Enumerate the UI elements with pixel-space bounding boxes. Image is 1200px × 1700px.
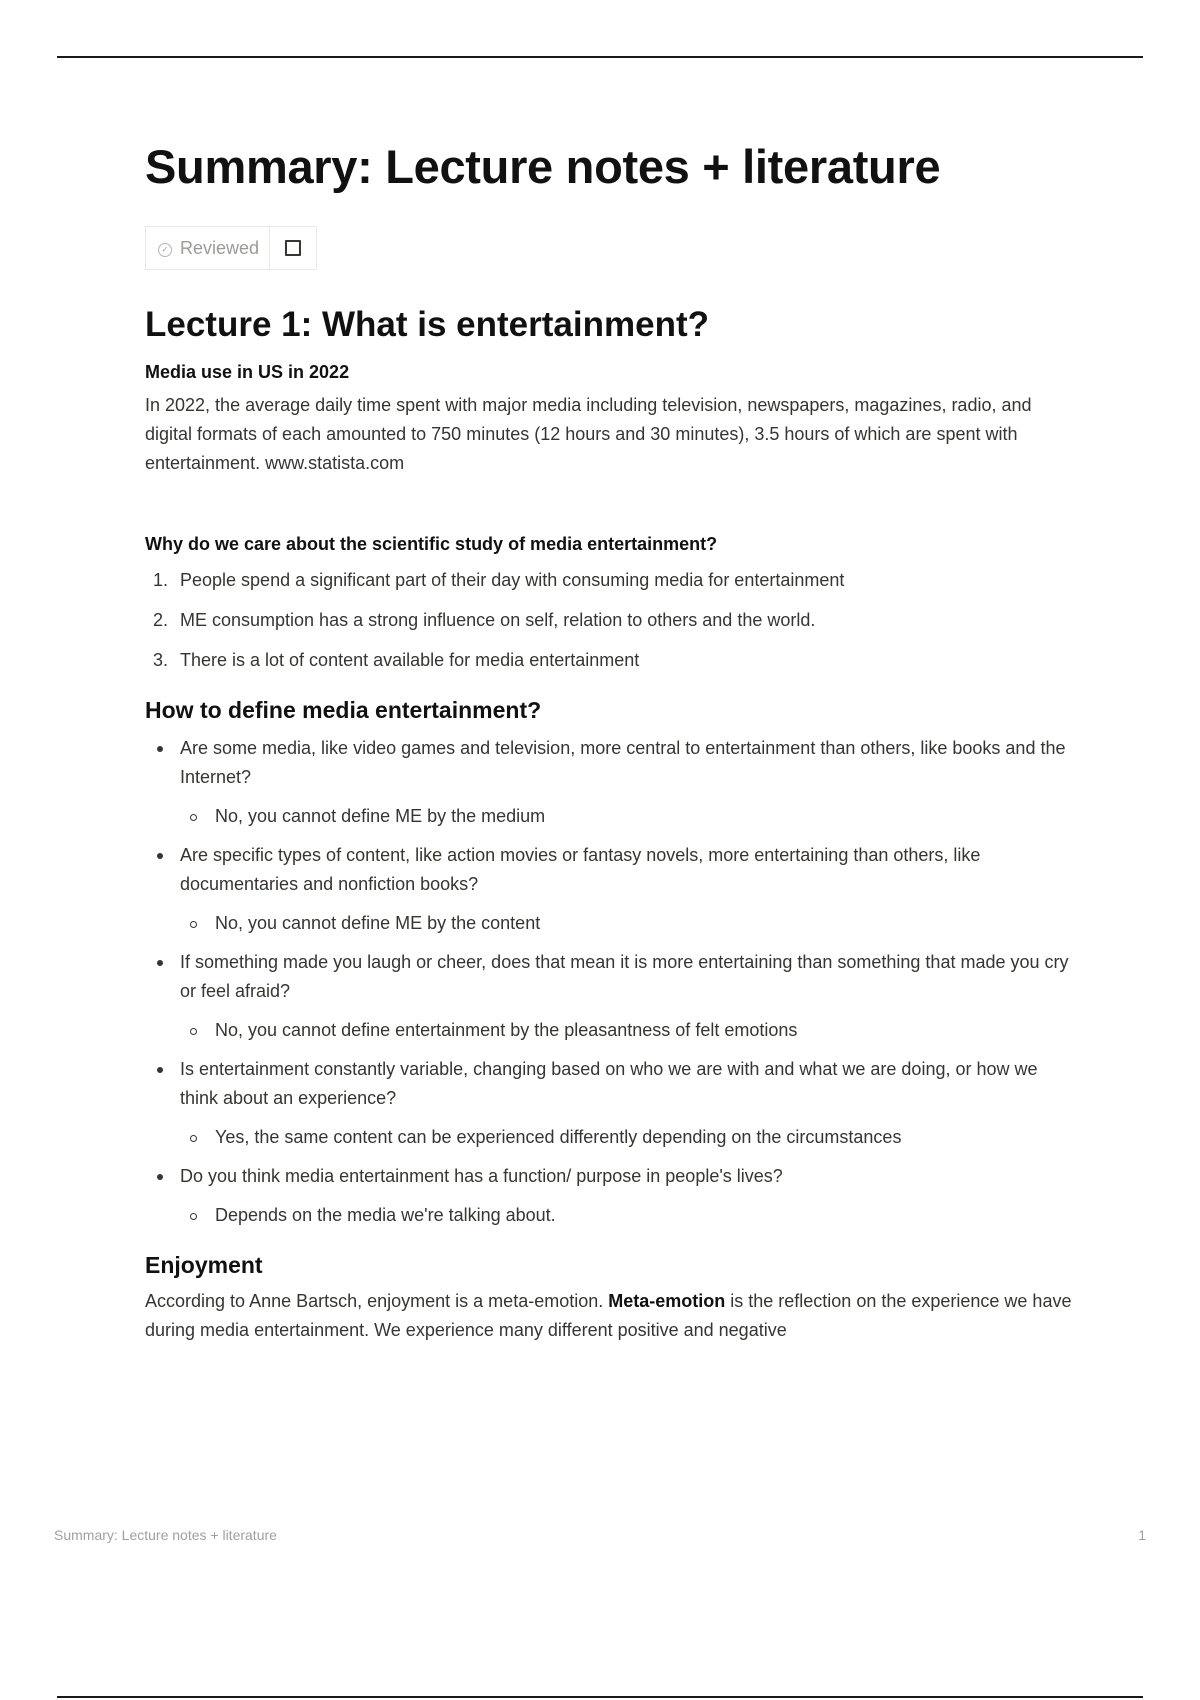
list-number: 2. bbox=[153, 610, 169, 631]
list-item-text: People spend a significant part of their day with consuming media for entertainment bbox=[180, 570, 845, 591]
why-care-heading: Why do we care about the scientific study of media entertainment? bbox=[145, 534, 718, 555]
sub-bullet-icon bbox=[180, 1201, 215, 1230]
top-rule bbox=[57, 56, 1143, 58]
list-item bbox=[145, 1055, 1080, 1152]
page-footer bbox=[54, 1527, 1146, 1543]
bullet-icon bbox=[145, 1162, 180, 1191]
property-value[interactable] bbox=[270, 227, 316, 269]
question-text: Are specific types of content, like action movies or fantasy novels, more entertaining than others, like documentaries and nonfiction books? bbox=[180, 845, 981, 895]
answer-text: No, you cannot define ME by the content bbox=[215, 913, 541, 934]
media-use-paragraph: In 2022, the average daily time spent with major media including television, newspapers, magazines, radio, and digital formats of each amounted to 750 minutes (12 hours and 30 minutes), 3.5 hours of which are spent with entertainment. www.statista.com bbox=[145, 395, 1032, 474]
footer-title: Summary: Lecture notes + literature bbox=[54, 1527, 277, 1543]
empty-block bbox=[145, 478, 1080, 512]
enjoyment-text-end: is the reflection on the experience we have during media entertainment. We experience many different positive and negative bbox=[145, 1291, 1072, 1341]
property-name bbox=[146, 227, 270, 269]
why-care-list bbox=[145, 566, 1080, 675]
list-number: 1. bbox=[153, 570, 169, 591]
list-item-text: ME consumption has a strong influence on self, relation to others and the world. bbox=[180, 610, 816, 631]
list-item bbox=[145, 841, 1080, 938]
property-row-reviewed bbox=[145, 226, 317, 270]
enjoyment-text-start: According to Anne Bartsch, enjoyment is a meta-emotion. bbox=[145, 1291, 609, 1312]
list-item bbox=[153, 646, 1080, 675]
list-item bbox=[153, 606, 1080, 635]
bullet-icon bbox=[145, 734, 180, 792]
enjoyment-paragraph bbox=[145, 1287, 1080, 1345]
bullet-icon bbox=[145, 1055, 180, 1113]
page-number: 1 bbox=[1138, 1527, 1146, 1543]
bullet-icon bbox=[145, 841, 180, 899]
bullet-icon bbox=[145, 948, 180, 1006]
lecture-heading: Lecture 1: What is entertainment? bbox=[145, 305, 709, 345]
list-item bbox=[145, 1162, 1080, 1230]
answer-text: Yes, the same content can be experienced differently depending on the circumstances bbox=[215, 1127, 902, 1148]
property-label: Reviewed bbox=[180, 237, 260, 258]
page-title: Summary: Lecture notes + literature bbox=[145, 140, 941, 193]
bottom-rule bbox=[57, 1696, 1143, 1698]
reviewed-checkbox[interactable] bbox=[285, 240, 301, 256]
sub-bullet-icon bbox=[180, 1016, 215, 1045]
list-item-text: There is a lot of content available for media entertainment bbox=[180, 650, 640, 671]
checkbox-property-icon: ✓ bbox=[158, 243, 172, 257]
list-item bbox=[145, 948, 1080, 1045]
sub-bullet-icon bbox=[180, 909, 215, 938]
sub-bullet-icon bbox=[180, 802, 215, 831]
sub-bullet-icon bbox=[180, 1123, 215, 1152]
enjoyment-heading: Enjoyment bbox=[145, 1252, 263, 1279]
question-text: If something made you laugh or cheer, does that mean it is more entertaining than something that made you cry or feel afraid? bbox=[180, 952, 1069, 1002]
document-page bbox=[145, 140, 1080, 1345]
list-item bbox=[153, 566, 1080, 595]
answer-text: Depends on the media we're talking about. bbox=[215, 1205, 556, 1226]
define-list bbox=[145, 734, 1080, 1230]
question-text: Are some media, like video games and television, more central to entertainment than others, like books and the Internet? bbox=[180, 738, 1066, 788]
answer-text: No, you cannot define ME by the medium bbox=[215, 806, 546, 827]
meta-emotion-term: Meta-emotion bbox=[608, 1291, 726, 1312]
question-text: Do you think media entertainment has a function/ purpose in people's lives? bbox=[180, 1166, 783, 1187]
list-number: 3. bbox=[153, 650, 169, 671]
answer-text: No, you cannot define entertainment by the pleasantness of felt emotions bbox=[215, 1020, 798, 1041]
define-heading: How to define media entertainment? bbox=[145, 697, 542, 724]
list-item bbox=[145, 734, 1080, 831]
media-use-heading: Media use in US in 2022 bbox=[145, 362, 350, 383]
question-text: Is entertainment constantly variable, changing based on who we are with and what we are doing, or how we think about an experience? bbox=[180, 1059, 1038, 1109]
